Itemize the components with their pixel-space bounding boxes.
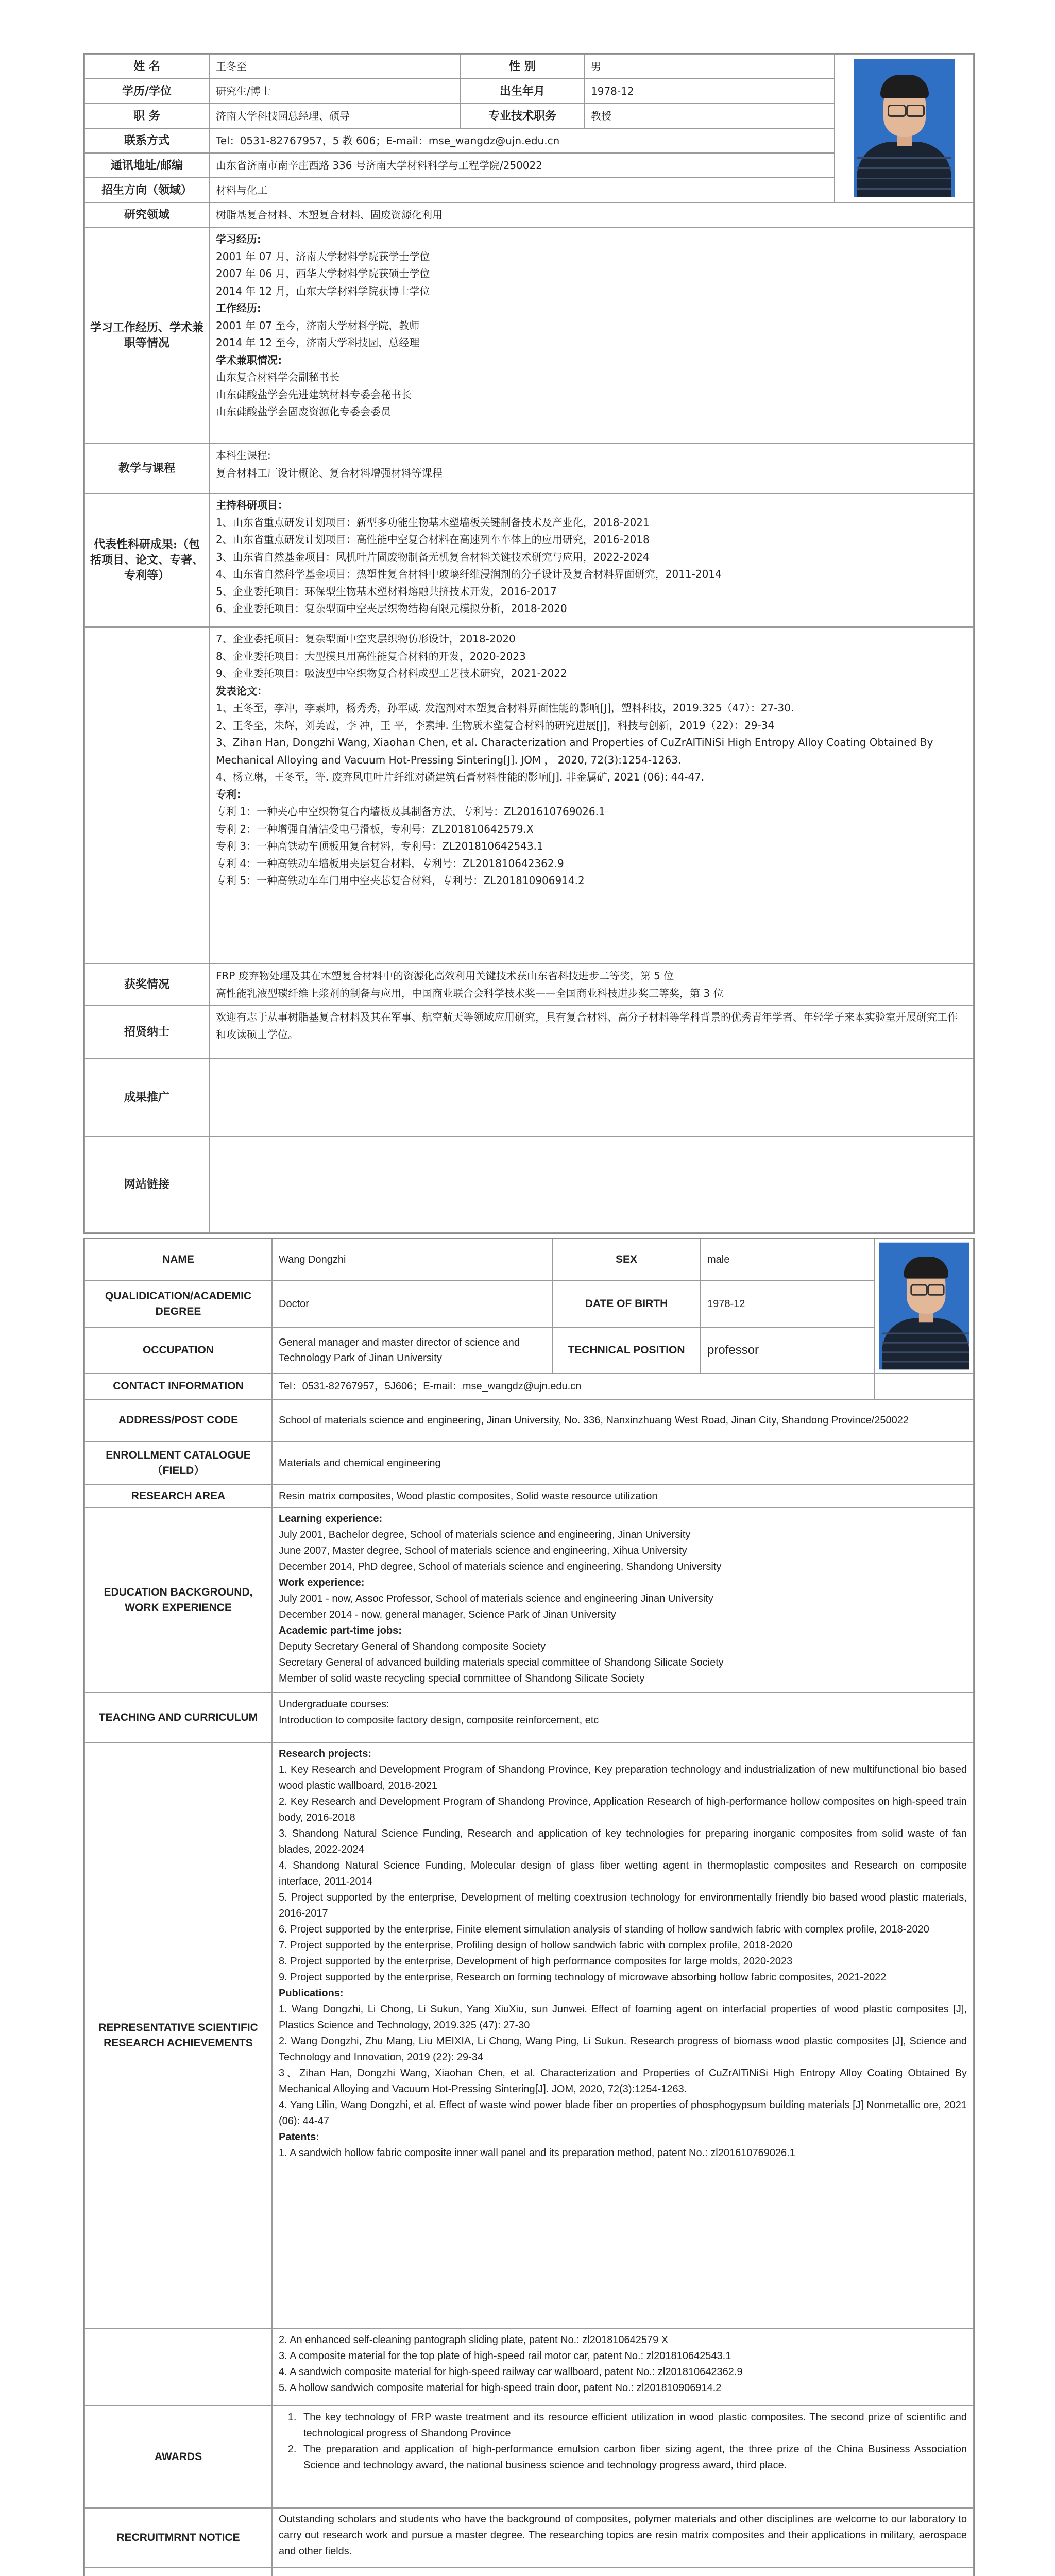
en-enroll-label: ENROLLMENT CATALOGUE （FIELD） [84,1442,272,1485]
cn-edu-line: 工作经历: [216,302,261,314]
cn-recruit-body [209,1005,974,1059]
en-edu-list [279,1511,724,1687]
cn-tech-label: 专业技术职务 [461,104,584,128]
cn-birth-value: 1978-12 [584,79,835,104]
cn-rep-list [216,497,722,618]
cn-edu-line: 山东硅酸盐学会先进建筑材料专委会秘书长 [216,388,412,401]
cn-address-value: 山东省济南市南辛庄西路 336 号济南大学材料科学与工程学院/250022 [209,153,835,178]
cn-sex-value: 男 [584,54,835,79]
en-edu-label: EDUCATION BACKGROUND, WORK EXPERIENCE [84,1507,272,1693]
cn-edu-line: 2007 年 06 月，西华大学材料学院获硕士学位 [216,267,430,280]
en-address-value: School of materials science and engineering, Jinan University, No. 336, Nanxinzhuang West Road, Jinan City, Shandong Province/250022 [272,1399,974,1442]
cn-edu-line: 2001 年 07 月，济南大学材料学院获学士学位 [216,250,430,263]
cn-teach-line: 复合材料工厂设计概论、复合材料增强材料等课程 [216,466,443,479]
portrait-photo-icon [854,59,955,197]
cn-award-line: FRP 废弃物处理及其在木塑复合材料中的资源化高效利用关键技术获山东省科技进步二等奖，第 5 位 [216,970,674,982]
en-edu-line: Work experience: [279,1577,365,1588]
cn-address-label: 通讯地址/邮编 [84,153,209,178]
en-rep-body [272,1742,974,2329]
cn-position-label: 职 务 [84,104,209,128]
cn-promo-label: 成果推广 [84,1059,209,1136]
cn-cont-line: 专利 3：一种高铁动车顶板用复合材料，专利号：ZL201810642543.1 [216,840,543,852]
en-edu-line: Learning experience: [279,1513,383,1524]
en-tech-label: TECHNICAL POSITION [552,1327,701,1374]
cn-award-line: 高性能乳液型碳纤维上浆剂的制备与应用，中国商业联合会科学技术奖——全国商业科技进步奖三等奖，第 3 位 [216,987,724,999]
en-rep-line: Patents: [279,2131,319,2143]
en-rep-line: Publications: [279,1988,344,1999]
en-award-item: 2. The preparation and application of high-performance emulsion carbon fiber sizing agent, the three prize of the China Business Association Science and technology award, the national business science and technology progress award, third place. [299,2442,967,2473]
cn-cont-line: 4、杨立琳，王冬至，等. 废弃风电叶片纤维对磷建筑石膏材料性能的影响[J]. 非金属矿, 2021 (06): 44-47. [216,771,705,783]
en-rep-line: 9. Project supported by the enterprise, Research on forming technology of microwave absorbing hollow fabric composites, 2021-2022 [279,1972,887,1983]
cn-contact-value: Tel：0531-82767957，5 教 606；E-mail：mse_wangdz@ujn.edu.cn [209,128,835,153]
en-profile-table [83,1238,975,2576]
en-rep-line: 5. Project supported by the enterprise, Development of melting coextrusion technology for environmentally friendly bio based wood plastic materials, 2016-2017 [279,1892,967,1919]
en-teach-body [272,1693,974,1742]
en-cont-line: 4. A sandwich composite material for high-speed railway car wallboard, patent No.: zl201810642362.9 [279,2366,743,2378]
en-name-label: NAME [84,1239,272,1281]
cn-research-value: 树脂基复合材料、木塑复合材料、固废资源化利用 [209,202,974,227]
cn-rep-line: 5、企业委托项目：环保型生物基木塑材料熔融共挤技术开发，2016-2017 [216,585,557,598]
en-rep-line: 3. Shandong Natural Science Funding, Research and application of key technologies for preparing inorganic composites from solid waste of fan blades, 2022-2024 [279,1828,967,1855]
cn-cont-line: 1、王冬至，李冲，李素坤，杨秀秀，孙军威. 发泡剂对木塑复合材料界面性能的影响[J]，塑料科技，2019.325（47）：27-30. [216,702,794,714]
en-address-label: ADDRESS/POST CODE [84,1399,272,1442]
cn-edu-body [209,227,974,444]
en-edu-body [272,1507,974,1693]
en-rep-line: 4. Yang Lilin, Wang Dongzhi, et al. Effect of waste wind power blade fiber on properties of phosphogypsum building materials [J] Nonmetallic ore, 2021 (06): 44-47 [279,2099,967,2127]
cn-award-body [209,964,974,1005]
cn-edu-line: 2014 年 12 至今，济南大学科技园，总经理 [216,336,420,349]
en-promo-label [84,2568,272,2576]
cn-edu-line: 山东硅酸盐学会固废资源化专委会委员 [216,405,391,418]
cn-cont-line: 3、Zihan Han, Dongzhi Wang, Xiaohan Chen, et al. Characterization and Properties of CuZrAlTiNiSi High Entropy Alloy Coating Obtained By Mechanical Alloying and Vacuum Hot-Pressing Sintering[J]. JOM ， 2020, 72(3):1254-1263. [216,736,933,766]
cn-cont-line: 2、王冬至，朱辉，刘美霞，李 冲，王 平，李素坤. 生物质木塑复合材料的研究进展[J]，科技与创新，2019（22）：29-34 [216,719,775,732]
cn-degree-label: 学历/学位 [84,79,209,104]
en-rep-line: 6. Project supported by the enterprise, Finite element simulation analysis of standing of hollow sandwich fabric with complex profile, 2018-2020 [279,1924,929,1935]
cn-contact-label: 联系方式 [84,128,209,153]
en-award-label: AWARDS [84,2406,272,2508]
cn-rep-line: 主持科研项目： [216,499,288,511]
en-photo-spacer [875,1374,974,1399]
en-edu-line: Member of solid waste recycling special committee of Shandong Silicate Society [279,1673,645,1684]
cn-recruit-text: 欢迎有志于从事树脂基复合材料及其在军事、航空航天等领域应用研究，具有复合材料、高分子材料等学科背景的优秀青年学者、年轻学子来本实验室开展研究工作和攻读硕士学位。 [216,1011,958,1041]
cn-rep-line: 4、山东省自然科学基金项目：热塑性复合材料中玻璃纤维浸润剂的分子设计及复合材料界面研究，2011-2014 [216,568,722,580]
cn-edu-line: 山东复合材料学会副秘书长 [216,371,339,383]
en-rep-line: 1. Wang Dongzhi, Li Chong, Li Sukun, Yang XiuXiu, sun Junwei. Effect of foaming agent on interfacial properties of wood plastic composites [J], Plastics Science and Technology, 2019.325 (47): 27-30 [279,2004,967,2031]
en-tech-value: professor [701,1327,875,1374]
cn-research-label: 研究领域 [84,202,209,227]
en-contact-value: Tel：0531-82767957，5J606；E-mail：mse_wangdz@ujn.edu.cn [272,1374,875,1399]
cn-cont-line: 专利 2：一种增强自清洁受电弓滑板，专利号：ZL201810642579.X [216,822,534,835]
cn-edu-line: 2014 年 12 月，山东大学材料学院获博士学位 [216,284,430,297]
en-recruit-label: RECRUITMRNT NOTICE [84,2508,272,2568]
en-birth-label: DATE OF BIRTH [552,1281,701,1327]
cn-cont-line: 8、企业委托项目：大型模具用高性能复合材料的开发，2020-2023 [216,650,526,663]
cn-rep-line: 1、山东省重点研发计划项目：新型多功能生物基木塑墙板关键制备技术及产业化，2018-2021 [216,516,650,529]
cn-cont-blank [84,627,209,964]
en-edu-line: June 2007, Master degree, School of materials science and engineering, Xihua University [279,1545,687,1556]
en-teach-label: TEACHING AND CURRICULUM [84,1693,272,1742]
cn-cont-line: 专利 1：一种夹心中空织物复合内墙板及其制备方法，专利号：ZL201610769026.1 [216,805,605,818]
en-cont-line: 5. A hollow sandwich composite material for high-speed train door, patent No.: zl201810906914.2 [279,2382,722,2394]
en-rep-line: 2. Key Research and Development Program of Shandong Province, Application Research of high-performance hollow composites on high-speed train body, 2016-2018 [279,1796,967,1823]
cn-cont-line: 专利 4：一种高铁动车墙板用夹层复合材料，专利号：ZL201810642362.9 [216,857,564,870]
en-cont-line: 3. A composite material for the top plate of high-speed rail motor car, patent No.: zl201810642543.1 [279,2350,731,2362]
cn-name-value: 王冬至 [209,54,461,79]
en-rep-label: REPRESENTATIVE SCIENTIFIC RESEARCH ACHIEVEMENTS [84,1742,272,2329]
en-rep-line: 7. Project supported by the enterprise, Profiling design of hollow sandwich fabric with complex profile, 2018-2020 [279,1940,793,1951]
en-teach-line: Undergraduate courses: [279,1699,389,1710]
cn-web-label: 网站链接 [84,1136,209,1233]
cn-promo-value [209,1059,974,1136]
en-rep-list [279,1746,967,2161]
cn-rep-body [209,493,974,627]
cn-cont-line: 专利 5：一种高铁动车车门用中空夹芯复合材料，专利号：ZL201810906914.2 [216,874,585,887]
en-edu-line: December 2014 - now, general manager, Science Park of Jinan University [279,1609,616,1620]
cn-web-value [209,1136,974,1233]
cn-enroll-value: 材料与化工 [209,178,835,202]
en-sex-label: SEX [552,1239,701,1281]
en-research-value: Resin matrix composites, Wood plastic composites, Solid waste resource utilization [272,1485,974,1507]
en-edu-line: December 2014, PhD degree, School of materials science and engineering, Shandong University [279,1561,722,1572]
en-cont-line: 2. An enhanced self-cleaning pantograph sliding plate, patent No.: zl201810642579 X [279,2334,669,2346]
en-contact-label: CONTACT INFORMATION [84,1374,272,1399]
cn-edu-label: 学习工作经历、学术兼职等情况 [84,227,209,444]
en-edu-line: Deputy Secretary General of Shandong composite Society [279,1641,546,1652]
en-research-label: RESEARCH AREA [84,1485,272,1507]
cn-edu-line: 2001 年 07 至今，济南大学材料学院，教师 [216,319,420,332]
en-name-value: Wang Dongzhi [272,1239,552,1281]
cn-award-label: 获奖情况 [84,964,209,1005]
cn-rep-line: 6、企业委托项目：复杂型面中空夹层织物结构有限元模拟分析，2018-2020 [216,602,567,615]
cn-recruit-label: 招贤纳士 [84,1005,209,1059]
en-award-item: 1. The key technology of FRP waste treatment and its resource efficient utilization in wood plastic composites. The second prize of scientific and technological progress of Shandong Province [299,2410,967,2442]
en-photo [875,1239,974,1374]
cn-sex-label: 性 别 [461,54,584,79]
cn-teach-body [209,444,974,493]
cn-edu-list [216,231,430,421]
cn-cont-list [216,631,967,890]
en-recruit-text: Outstanding scholars and students who have the background of composites, polymer materials and other disciplines are welcome to our laboratory to carry out research work and pursue a master degree. The researching topics are resin matrix composites and their applications in military, aerospace and other fields. [279,2514,967,2557]
cn-rep-label: 代表性科研成果:（包括项目、论文、专著、专利等） [84,493,209,627]
cn-profile-table [83,53,975,1234]
en-occupation-label: OCCUPATION [84,1327,272,1374]
en-rep-line: 2. Wang Dongzhi, Zhu Mang, Liu MEIXIA, Li Chong, Wang Ping, Li Sukun. Research progress of biomass wood plastic composites [J], Science and Technology and Innovation, 2019 (22): 29-34 [279,2036,967,2063]
en-sex-value: male [701,1239,875,1281]
cn-cont-body [209,627,974,964]
en-promo-value [272,2568,974,2576]
en-award-body [272,2406,974,2508]
en-occupation-value: General manager and master director of science and Technology Park of Jinan University [272,1327,552,1374]
cn-position-value: 济南大学科技园总经理、硕导 [209,104,461,128]
cn-birth-label: 出生年月 [461,79,584,104]
en-rep-line: 1. Key Research and Development Program of Shandong Province, Key preparation technology and industrialization of new multifunctional bio based wood plastic wallboard, 2018-2021 [279,1764,967,1791]
en-rep-line: 4. Shandong Natural Science Funding, Molecular design of glass fiber wetting agent in thermoplastic composites and Research on composite interface, 2011-2014 [279,1860,967,1887]
en-enroll-value: Materials and chemical engineering [272,1442,974,1485]
cn-cont-line: 7、企业委托项目：复杂型面中空夹层织物仿形设计，2018-2020 [216,633,516,645]
en-rep-line: 1. A sandwich hollow fabric composite inner wall panel and its preparation method, patent No.: zl201610769026.1 [279,2147,795,2159]
cn-enroll-label: 招生方向（领域） [84,178,209,202]
en-edu-line: Academic part-time jobs: [279,1625,402,1636]
cn-cont-line: 专利： [216,788,247,801]
en-cont-blank [84,2329,272,2406]
cn-cont-line: 9、企业委托项目：吸波型中空织物复合材料成型工艺技术研究，2021-2022 [216,667,567,680]
portrait-photo-icon [879,1243,969,1370]
en-award-list [279,2410,967,2473]
en-edu-line: July 2001, Bachelor degree, School of materials science and engineering, Jinan University [279,1529,691,1540]
en-recruit-body [272,2508,974,2568]
cn-teach-label: 教学与课程 [84,444,209,493]
cn-degree-value: 研究生/博士 [209,79,461,104]
en-edu-line: Secretary General of advanced building materials special committee of Shandong Silicate Society [279,1657,724,1668]
en-edu-line: July 2001 - now, Assoc Professor, School of materials science and engineering Jinan University [279,1593,713,1604]
en-degree-label: QUALIDICATION/ACADEMIC DEGREE [84,1281,272,1327]
cn-edu-line: 学习经历: [216,233,261,245]
en-cont-list [279,2332,743,2396]
cn-name-label: 姓 名 [84,54,209,79]
cn-edu-line: 学术兼职情况: [216,353,282,366]
cn-tech-value: 教授 [584,104,835,128]
en-rep-line: 8. Project supported by the enterprise, Development of high performance composites for large molds, 2020-2023 [279,1956,793,1967]
en-degree-value: Doctor [272,1281,552,1327]
cn-rep-line: 2、山东省重点研发计划项目：高性能中空复合材料在高速列车车体上的应用研究，2016-2018 [216,533,650,546]
en-teach-line: Introduction to composite factory design, composite reinforcement, etc [279,1715,599,1726]
en-birth-value: 1978-12 [701,1281,875,1327]
cn-cont-line: 发表论文： [216,684,267,697]
cn-rep-line: 3、山东省自然基金项目：风机叶片固废物制备无机复合材料关键技术研究与应用，2022-2024 [216,550,650,563]
en-rep-line: Research projects: [279,1748,372,1759]
cn-teach-line: 本科生课程: [216,449,271,462]
en-cont-body [272,2329,974,2406]
cn-photo [835,54,974,202]
en-rep-line: 3、Zihan Han, Dongzhi Wang, Xiaohan Chen, et al. Characterization and Properties of CuZrAlTiNiSi High Entropy Alloy Coating Obtained By Mechanical Alloying and Vacuum Hot-Pressing Sintering[J]. JOM, 2020, 72(3):1254-1263. [279,2067,967,2095]
